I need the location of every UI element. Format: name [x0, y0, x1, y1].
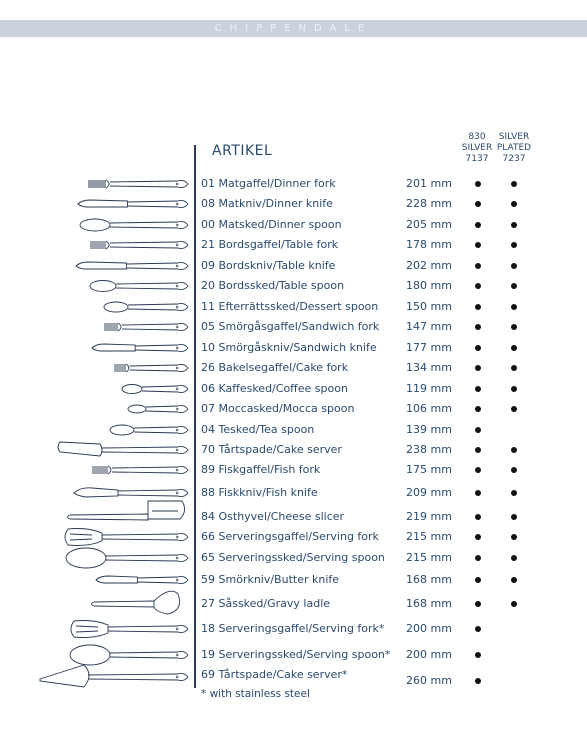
- serving-fork-icon: [70, 539, 92, 540]
- silver-available-dot: [475, 490, 481, 496]
- cheese-slicer-icon: [68, 514, 149, 520]
- plated-available-dot: [511, 283, 517, 289]
- silver-available-dot: [475, 283, 481, 289]
- spoon-icon: [104, 302, 128, 312]
- plated-available-dot: [511, 263, 517, 269]
- fork-icon: [108, 466, 111, 474]
- spoon-icon: [176, 306, 178, 308]
- article-size: 119 mm: [406, 382, 452, 395]
- article-label: 08 Matkniv/Dinner knife: [201, 197, 333, 210]
- silver-available-dot: [475, 386, 481, 392]
- silver-available-dot: [475, 181, 481, 187]
- fork-icon: [126, 364, 129, 372]
- article-label: 05 Smörgåsgaffel/Sandwich fork: [201, 320, 380, 333]
- serving-fork-icon: [176, 628, 178, 630]
- spoon-icon: [110, 425, 134, 435]
- silver-available-dot: [475, 555, 481, 561]
- cutlery-illustrations: [0, 0, 195, 740]
- article-size: 260 mm: [406, 674, 452, 687]
- article-size: 219 mm: [406, 510, 452, 523]
- knife-icon: [126, 262, 188, 269]
- cake-server-icon: [58, 442, 102, 456]
- silver-available-dot: [475, 577, 481, 583]
- serving-fork-icon: [71, 621, 108, 638]
- fish-knife-icon: [118, 489, 188, 496]
- serving-fork-icon: [76, 626, 98, 627]
- spoon-icon: [176, 224, 178, 226]
- article-label: 10 Smörgåskniv/Sandwich knife: [201, 341, 377, 354]
- spoon-icon: [142, 385, 188, 392]
- serving-fork-icon: [65, 529, 102, 546]
- spoon-icon: [176, 429, 178, 431]
- silver-available-dot: [475, 427, 481, 433]
- article-size: 200 mm: [406, 622, 452, 635]
- silver-available-dot: [475, 626, 481, 632]
- cake-server-icon: [102, 446, 188, 453]
- silver-header-line: 830: [468, 132, 486, 142]
- article-size: 201 mm: [406, 177, 452, 190]
- plated-available-dot: [511, 304, 517, 310]
- spoon-icon: [134, 426, 188, 433]
- ladle-icon: [154, 591, 180, 614]
- article-size: 228 mm: [406, 197, 452, 210]
- article-label: 09 Bordskniv/Table knife: [201, 259, 336, 272]
- cake-server-icon: [88, 673, 188, 680]
- ladle-icon: [92, 601, 155, 607]
- fork-icon: [176, 183, 178, 185]
- silver-available-dot: [475, 222, 481, 228]
- silver-available-dot: [475, 601, 481, 607]
- silver-available-dot: [475, 467, 481, 473]
- article-size: 106 mm: [406, 402, 452, 415]
- fork-icon: [176, 244, 178, 246]
- artikel-header: ARTIKEL: [212, 143, 273, 159]
- silver-available-dot: [475, 201, 481, 207]
- plated-available-dot: [511, 242, 517, 248]
- cheese-slicer-icon: [148, 501, 185, 519]
- plated-available-dot: [511, 577, 517, 583]
- cake-server-icon: [176, 676, 178, 678]
- fork-icon: [176, 469, 178, 471]
- serving-spoon-icon: [176, 557, 178, 559]
- article-size: 200 mm: [406, 648, 452, 661]
- butter-knife-icon: [137, 576, 188, 583]
- silver-available-dot: [475, 678, 481, 684]
- silver-available-dot: [475, 324, 481, 330]
- serving-fork-icon: [108, 625, 188, 632]
- article-size: 238 mm: [406, 443, 452, 456]
- article-label: 21 Bordsgaffel/Table fork: [201, 238, 339, 251]
- plated-available-dot: [511, 514, 517, 520]
- fork-icon: [112, 466, 188, 473]
- serving-fork-icon: [176, 536, 178, 538]
- spoon-icon: [176, 388, 178, 390]
- serving-spoon-icon: [70, 645, 110, 665]
- article-size: 180 mm: [406, 279, 452, 292]
- article-label: 00 Matsked/Dinner spoon: [201, 218, 342, 231]
- fork-icon: [106, 241, 109, 249]
- knife-icon: [78, 200, 128, 207]
- article-label: 88 Fiskkniv/Fish knife: [201, 486, 318, 499]
- spoon-icon: [146, 405, 188, 412]
- fork-icon: [110, 241, 188, 248]
- footnote: * with stainless steel: [201, 688, 310, 700]
- plated-available-dot: [511, 490, 517, 496]
- article-size: 202 mm: [406, 259, 452, 272]
- article-size: 134 mm: [406, 361, 452, 374]
- spoon-icon: [128, 405, 146, 413]
- fork-icon: [110, 180, 188, 187]
- serving-spoon-icon: [106, 554, 188, 561]
- article-label: 11 Efterrättssked/Dessert spoon: [201, 300, 379, 313]
- article-label: 04 Tesked/Tea spoon: [201, 423, 315, 436]
- article-size: 215 mm: [406, 551, 452, 564]
- plated-available-dot: [511, 324, 517, 330]
- plated-available-dot: [511, 345, 517, 351]
- article-size: 205 mm: [406, 218, 452, 231]
- article-size: 178 mm: [406, 238, 452, 251]
- plated-available-dot: [511, 467, 517, 473]
- knife-icon: [176, 203, 178, 205]
- plated-available-dot: [511, 222, 517, 228]
- knife-icon: [76, 262, 126, 269]
- plated-available-dot: [511, 601, 517, 607]
- silver-available-dot: [475, 242, 481, 248]
- article-size: 175 mm: [406, 463, 452, 476]
- fork-icon: [106, 180, 109, 188]
- knife-icon: [176, 347, 178, 349]
- article-size: 150 mm: [406, 300, 452, 313]
- article-size: 177 mm: [406, 341, 452, 354]
- silver-available-dot: [475, 304, 481, 310]
- plated-available-dot: [511, 555, 517, 561]
- article-label: 20 Bordssked/Table spoon: [201, 279, 345, 292]
- silver-header-line: 7137: [465, 154, 489, 164]
- plated-available-dot: [511, 386, 517, 392]
- spoon-icon: [128, 303, 188, 310]
- butter-knife-icon: [176, 579, 178, 581]
- cake-server-icon: [40, 665, 89, 687]
- plated-available-dot: [511, 534, 517, 540]
- spoon-icon: [90, 281, 116, 292]
- article-label: 65 Serveringssked/Serving spoon: [201, 551, 385, 564]
- fork-icon: [130, 364, 188, 371]
- article-size: 168 mm: [406, 573, 452, 586]
- article-size: 209 mm: [406, 486, 452, 499]
- fork-icon: [176, 326, 178, 328]
- fork-icon: [118, 323, 121, 331]
- cake-server-icon: [176, 449, 178, 451]
- plated-available-dot: [511, 181, 517, 187]
- article-label: 66 Serveringsgaffel/Serving fork: [201, 530, 379, 543]
- plated-column-header: [494, 132, 534, 165]
- serving-spoon-icon: [66, 548, 106, 568]
- article-size: 147 mm: [406, 320, 452, 333]
- silver-available-dot: [475, 652, 481, 658]
- article-size: 139 mm: [406, 423, 452, 436]
- article-label: 69 Tårtspade/Cake server*: [201, 668, 348, 681]
- serving-spoon-icon: [110, 651, 188, 658]
- article-label: 18 Serveringsgaffel/Serving fork*: [201, 622, 385, 635]
- article-label: 07 Moccasked/Mocca spoon: [201, 402, 355, 415]
- spoon-icon: [116, 282, 188, 289]
- knife-icon: [176, 265, 178, 267]
- serving-spoon-icon: [176, 654, 178, 656]
- knife-icon: [135, 344, 188, 351]
- article-label: 59 Smörkniv/Butter knife: [201, 573, 340, 586]
- spoon-icon: [122, 385, 142, 394]
- article-size: 168 mm: [406, 597, 452, 610]
- fork-icon: [176, 367, 178, 369]
- knife-icon: [92, 344, 135, 351]
- silver-available-dot: [475, 263, 481, 269]
- silver-column-header: [457, 132, 497, 165]
- serving-fork-icon: [76, 631, 98, 632]
- silver-available-dot: [475, 345, 481, 351]
- plated-available-dot: [511, 201, 517, 207]
- article-label: 27 Såssked/Gravy ladle: [201, 597, 331, 610]
- article-label: 70 Tårtspade/Cake server: [201, 443, 342, 456]
- plated-header-line: 7237: [502, 154, 526, 164]
- serving-fork-icon: [102, 533, 188, 540]
- article-size: 215 mm: [406, 530, 452, 543]
- silver-header-line: SILVER: [461, 143, 493, 153]
- article-label: 89 Fiskgaffel/Fish fork: [201, 463, 321, 476]
- spoon-icon: [80, 219, 110, 231]
- silver-available-dot: [475, 406, 481, 412]
- plated-header-line: PLATED: [496, 143, 532, 153]
- knife-icon: [128, 200, 189, 207]
- serving-fork-icon: [70, 534, 92, 535]
- spoon-icon: [176, 285, 178, 287]
- silver-available-dot: [475, 514, 481, 520]
- plated-available-dot: [511, 406, 517, 412]
- article-label: 84 Osthyvel/Cheese slicer: [201, 510, 345, 523]
- silver-available-dot: [475, 365, 481, 371]
- butter-knife-icon: [96, 576, 137, 583]
- fish-knife-icon: [176, 492, 178, 494]
- spoon-icon: [176, 408, 178, 410]
- article-label: 26 Bakelsegaffel/Cake fork: [201, 361, 349, 374]
- spoon-icon: [110, 221, 188, 228]
- article-label: 06 Kaffesked/Coffee spoon: [201, 382, 348, 395]
- silver-available-dot: [475, 534, 481, 540]
- article-label: 19 Serveringssked/Serving spoon*: [201, 648, 391, 661]
- plated-available-dot: [511, 365, 517, 371]
- plated-header-line: SILVER: [498, 132, 530, 142]
- banner-title: CHIPPENDALE: [214, 23, 373, 34]
- fish-knife-icon: [74, 488, 118, 497]
- plated-available-dot: [511, 447, 517, 453]
- silver-available-dot: [475, 447, 481, 453]
- article-label: 01 Matgaffel/Dinner fork: [201, 177, 336, 190]
